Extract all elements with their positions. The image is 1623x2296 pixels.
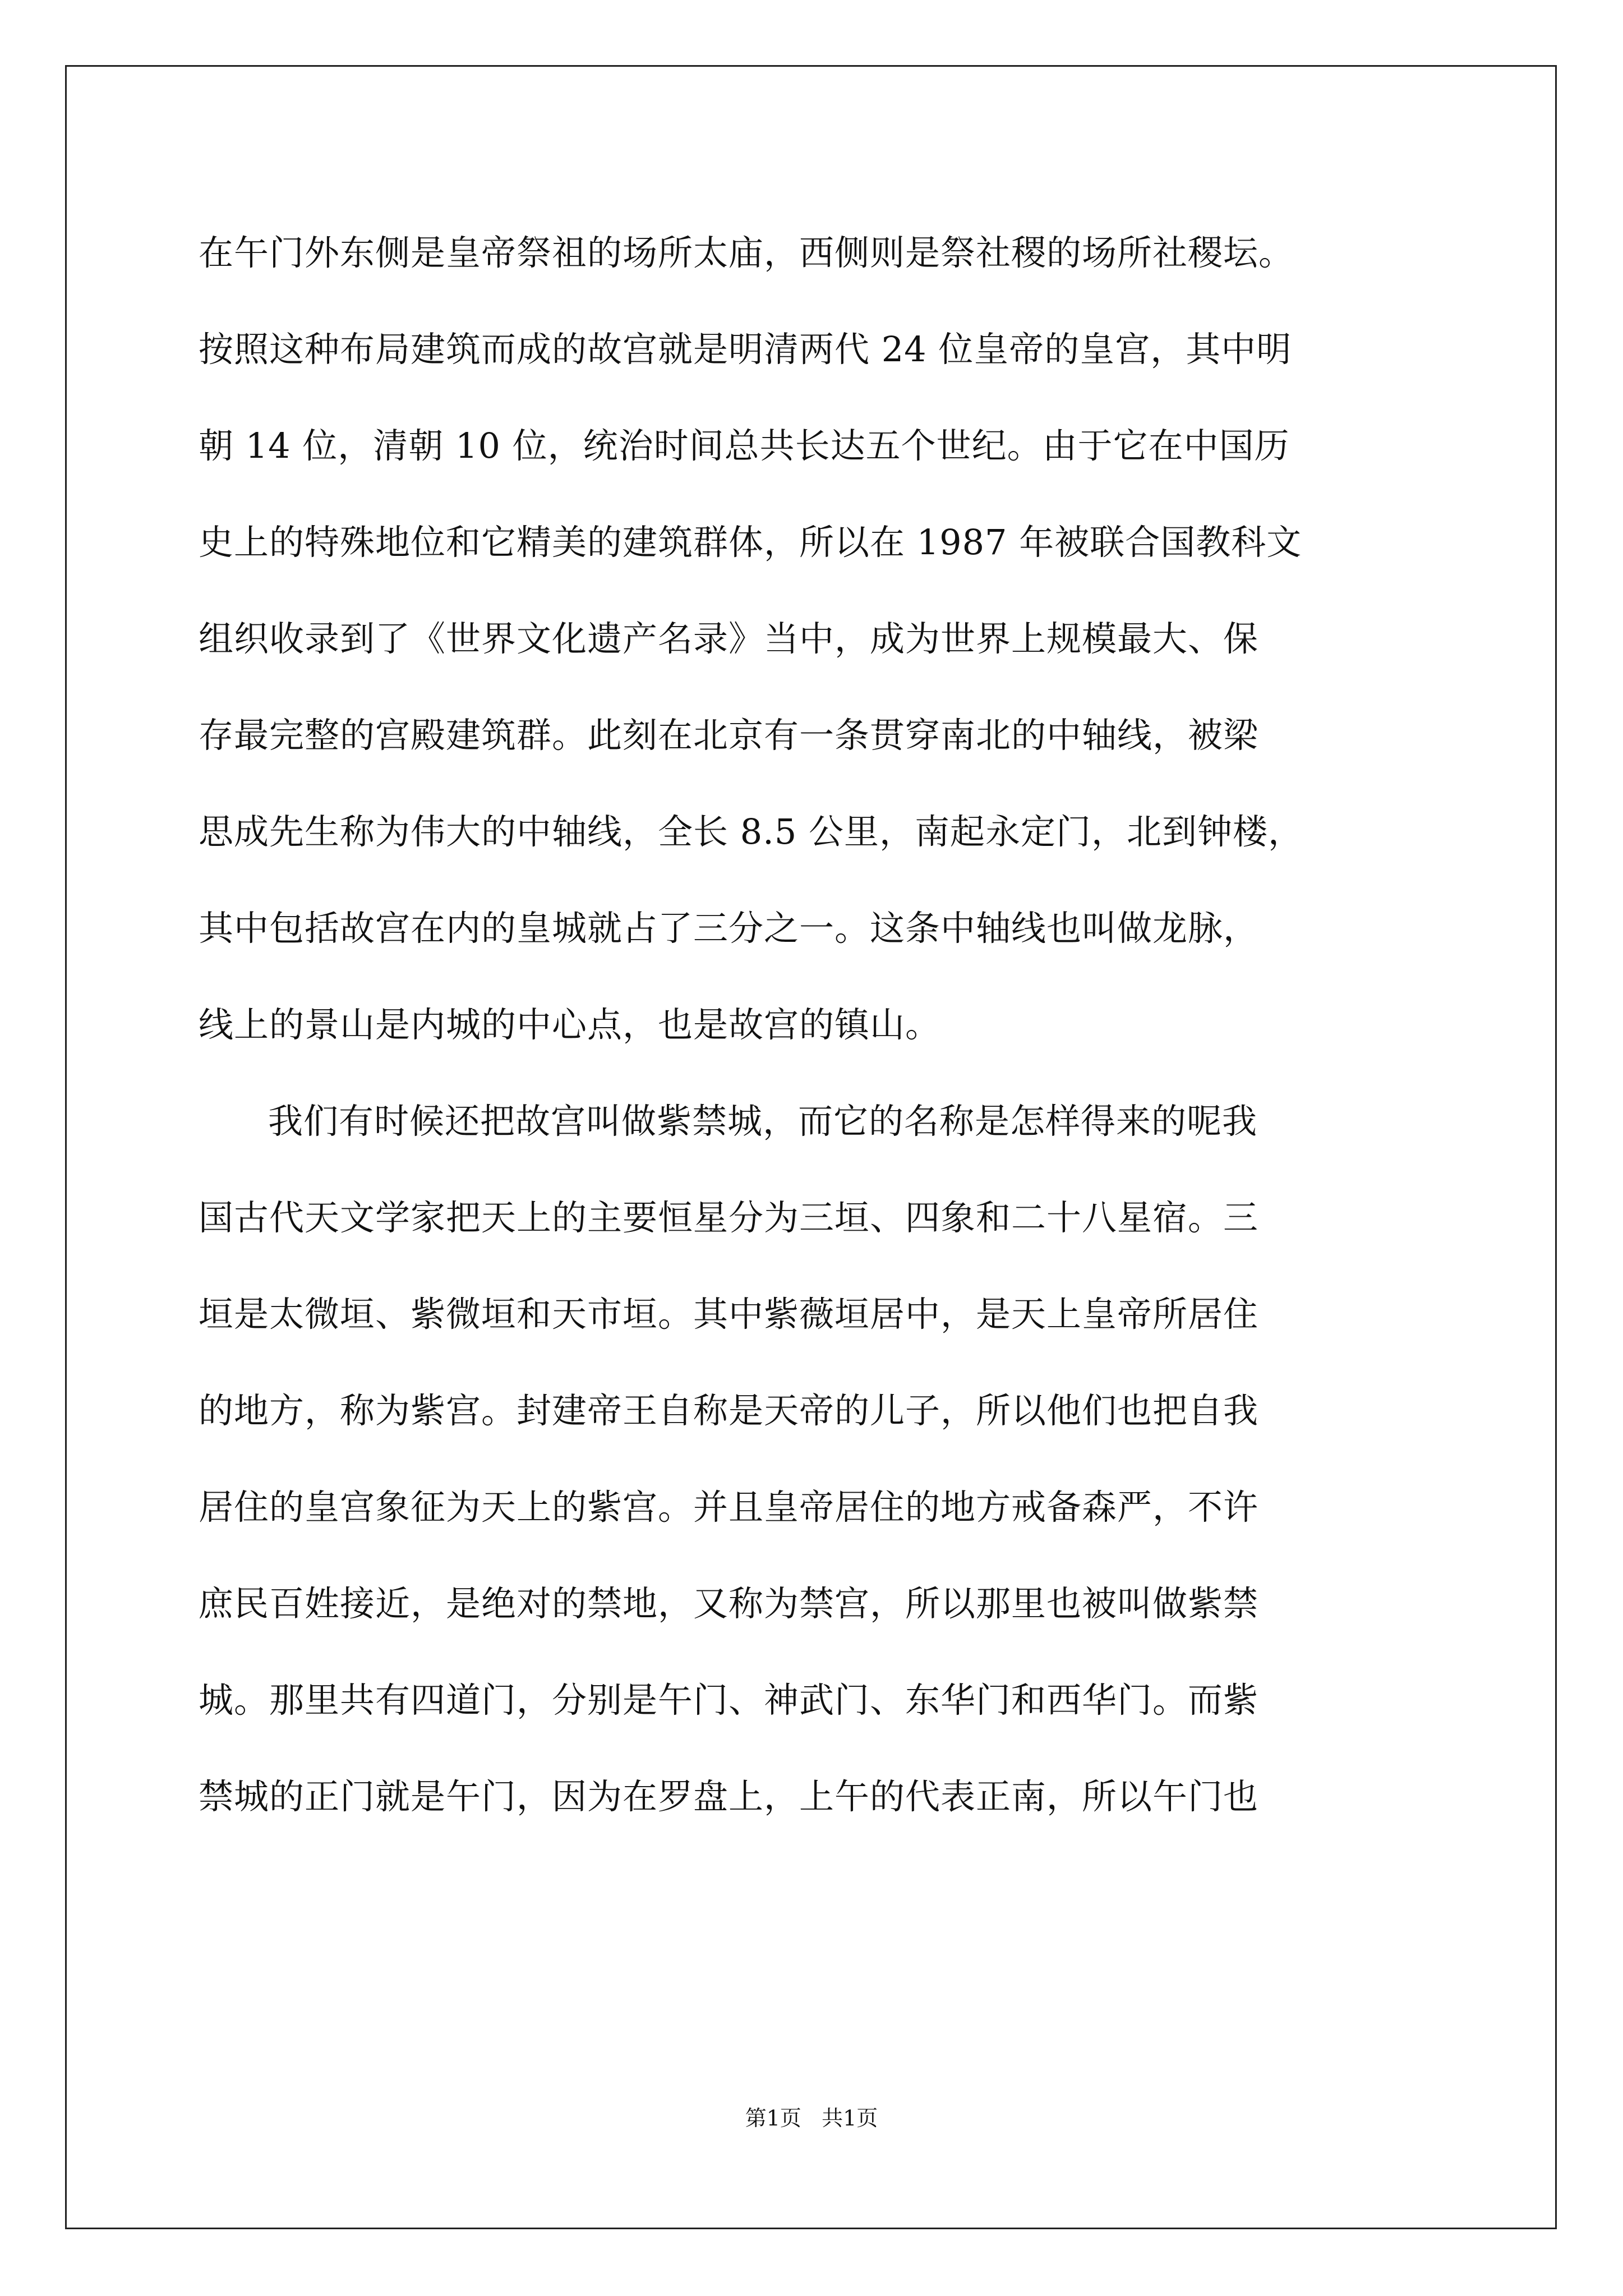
text-line: 禁城的正门就是午门，因为在罗盘上，上午的代表正南，所以午门也 <box>199 1776 1259 1817</box>
text-line: 城。那里共有四道门，分别是午门、神武门、东华门和西华门。而紫 <box>199 1680 1259 1720</box>
page-footer: 第1页 共1页 <box>745 2106 878 2131</box>
text-line: 线上的景山是内城的中心点，也是故宫的镇山。 <box>199 1004 941 1045</box>
text-line: 史上的特殊地位和它精美的建筑群体，所以在 1987 年被联合国教科文 <box>199 522 1302 563</box>
text-line: 按照这种布局建筑而成的故宫就是明清两代 24 位皇帝的皇宫，其中明 <box>199 329 1292 370</box>
text-line: 朝 14 位，清朝 10 位，统治时间总共长达五个世纪。由于它在中国历 <box>199 425 1290 466</box>
text-line: 组织收录到了《世界文化遗产名录》当中，成为世界上规模最大、保 <box>199 618 1259 659</box>
paragraph-first-line: 我们有时候还把故宫叫做紫禁城，而它的名称是怎样得来的呢我 <box>268 1101 1258 1142</box>
text-line: 在午门外东侧是皇帝祭祖的场所太庙，西侧则是祭社稷的场所社稷坛。 <box>199 232 1294 273</box>
text-line: 庶民百姓接近，是绝对的禁地，又称为禁宫，所以那里也被叫做紫禁 <box>199 1583 1259 1624</box>
text-line: 的地方，称为紫宫。封建帝王自称是天帝的儿子，所以他们也把自我 <box>199 1390 1259 1431</box>
text-line: 垣是太微垣、紫微垣和天市垣。其中紫薇垣居中，是天上皇帝所居住 <box>199 1294 1259 1335</box>
text-line: 思成先生称为伟大的中轴线，全长 8.5 公里，南起永定门，北到钟楼， <box>199 811 1304 852</box>
text-line: 居住的皇宫象征为天上的紫宫。并且皇帝居住的地方戒备森严，不许 <box>199 1487 1259 1527</box>
text-line: 其中包括故宫在内的皇城就占了三分之一。这条中轴线也叫做龙脉， <box>199 908 1259 949</box>
text-line: 国古代天文学家把天上的主要恒星分为三垣、四象和二十八星宿。三 <box>199 1197 1259 1238</box>
body-text <box>199 205 1421 1845</box>
text-line: 存最完整的宫殿建筑群。此刻在北京有一条贯穿南北的中轴线，被梁 <box>199 715 1259 756</box>
